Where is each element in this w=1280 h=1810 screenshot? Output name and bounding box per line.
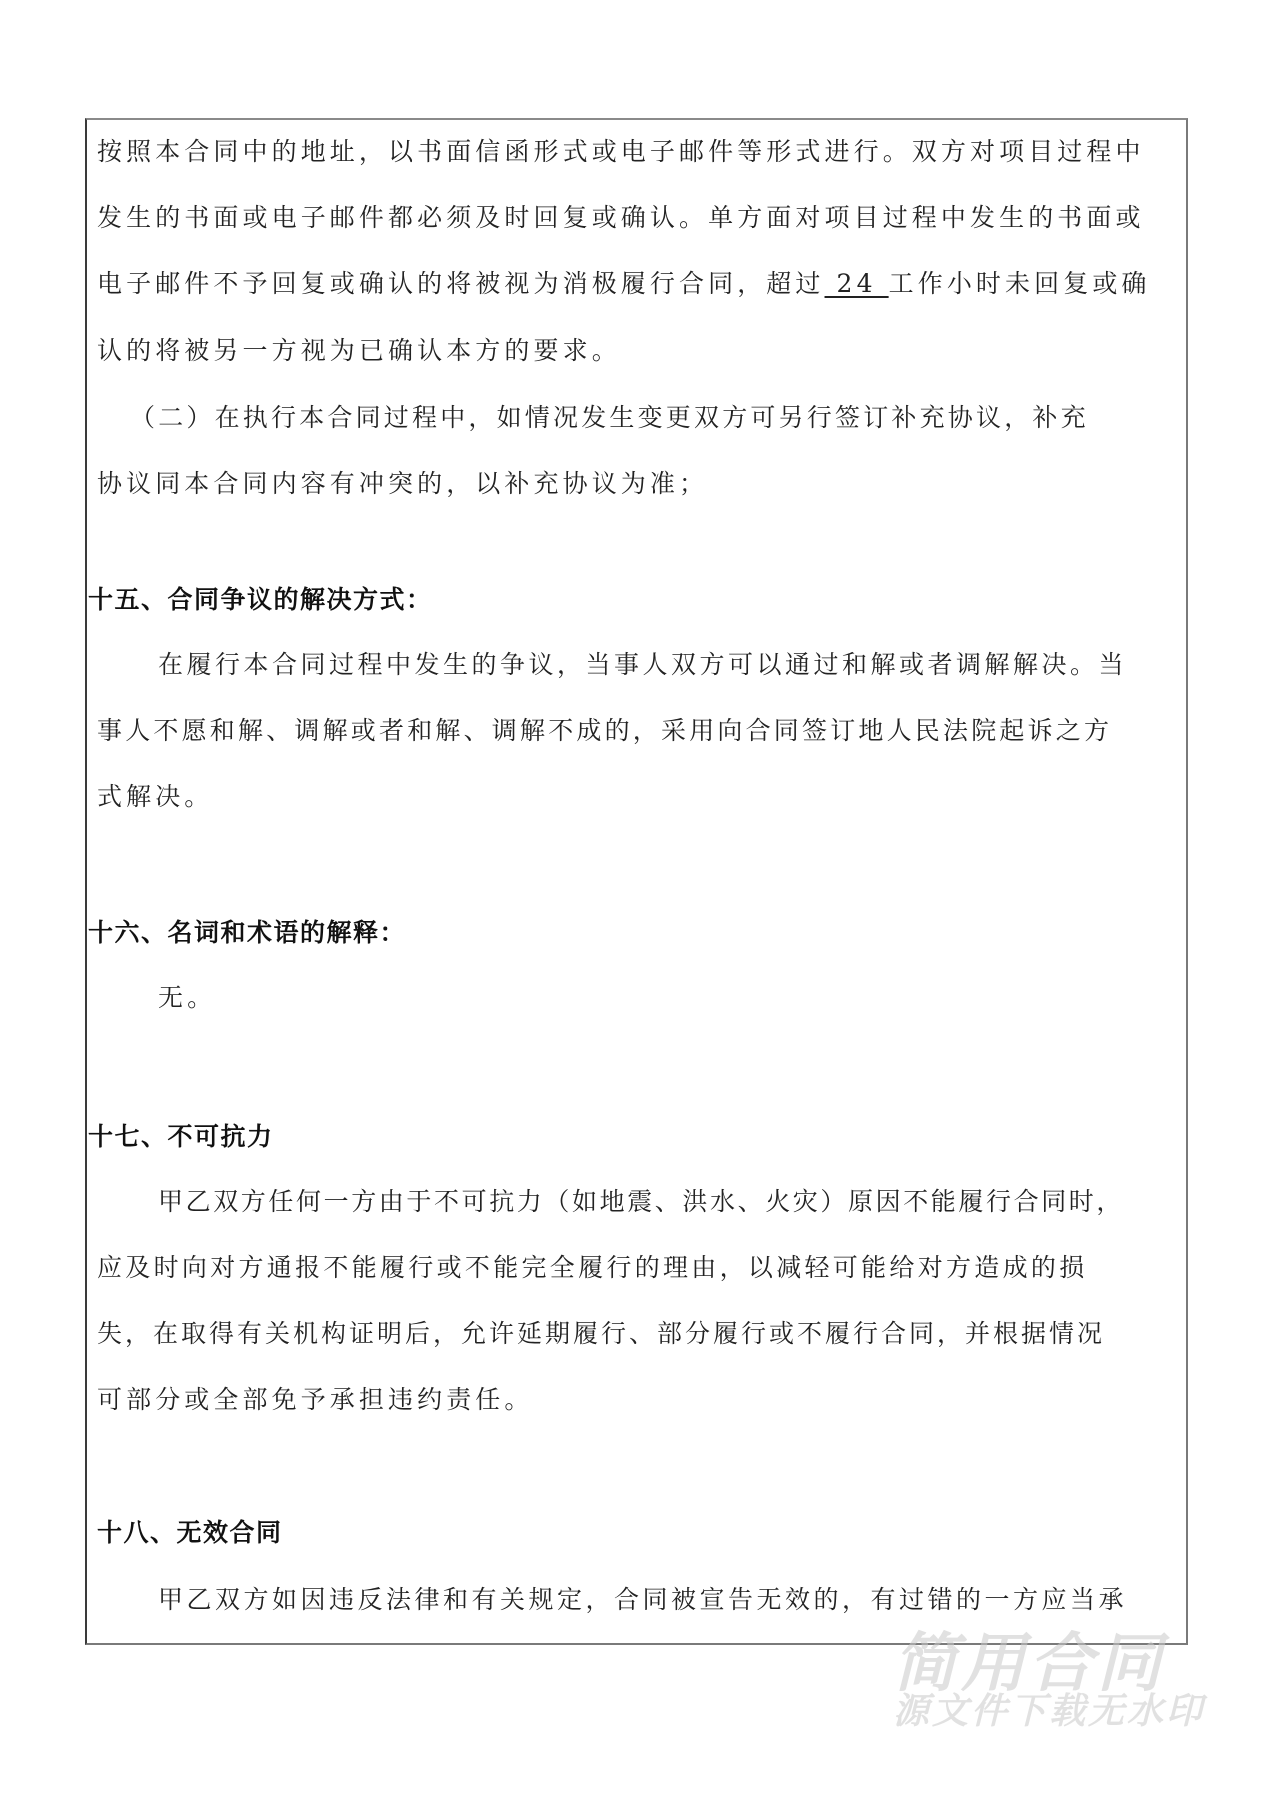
section-18-line: 甲乙双方如因违反法律和有关规定，合同被宣告无效的，有过错的一方应当承 <box>158 1585 1128 1614</box>
section-15-line: 式解决。 <box>97 782 214 811</box>
section-17-line: 可部分或全部免予承担违约责任。 <box>97 1385 534 1414</box>
section-heading-17: 十七、不可抗力 <box>88 1122 274 1151</box>
paragraph-line: 认的将被另一方视为已确认本方的要求。 <box>97 336 621 365</box>
section-17-line: 甲乙双方任何一方由于不可抗力（如地震、洪水、火灾）原因不能履行合同时， <box>158 1187 1125 1216</box>
section-heading-16: 十六、名词和术语的解释： <box>88 918 407 947</box>
section-17-line: 应及时向对方通报不能履行或不能完全履行的理由，以减轻可能给对方造成的损 <box>97 1253 1088 1282</box>
watermark-brand: 简用合同 <box>893 1627 1165 1701</box>
section-15-line: 在履行本合同过程中发生的争议，当事人双方可以通过和解或者调解解决。当 <box>158 650 1128 679</box>
paragraph-line: 按照本合同中的地址，以书面信函形式或电子邮件等形式进行。双方对项目过程中 <box>97 137 1145 166</box>
clause-two-line: （二）在执行本合同过程中，如情况发生变更双方可另行签订补充协议，补充 <box>130 403 1089 432</box>
watermark-tagline: 源文件下载无水印 <box>893 1691 1206 1732</box>
paragraph-text: 工作小时未回复或确 <box>888 269 1151 298</box>
section-16-line: 无。 <box>158 983 217 1012</box>
reply-hours-blank: 24 <box>824 269 889 298</box>
section-17-line: 失，在取得有关机构证明后，允许延期履行、部分履行或不履行合同，并根据情况 <box>97 1319 1106 1348</box>
section-heading-15: 十五、合同争议的解决方式： <box>88 585 433 614</box>
section-15-line: 事人不愿和解、调解或者和解、调解不成的，采用向合同签订地人民法院起诉之方 <box>97 716 1113 745</box>
clause-two-line: 协议同本合同内容有冲突的，以补充协议为准； <box>97 469 709 498</box>
paragraph-line-with-blank <box>97 269 1151 299</box>
paragraph-text: 电子邮件不予回复或确认的将被视为消极履行合同，超过 <box>97 269 825 298</box>
paragraph-line: 发生的书面或电子邮件都必须及时回复或确认。单方面对项目过程中发生的书面或 <box>97 203 1145 232</box>
section-heading-18: 十八、无效合同 <box>97 1518 283 1547</box>
